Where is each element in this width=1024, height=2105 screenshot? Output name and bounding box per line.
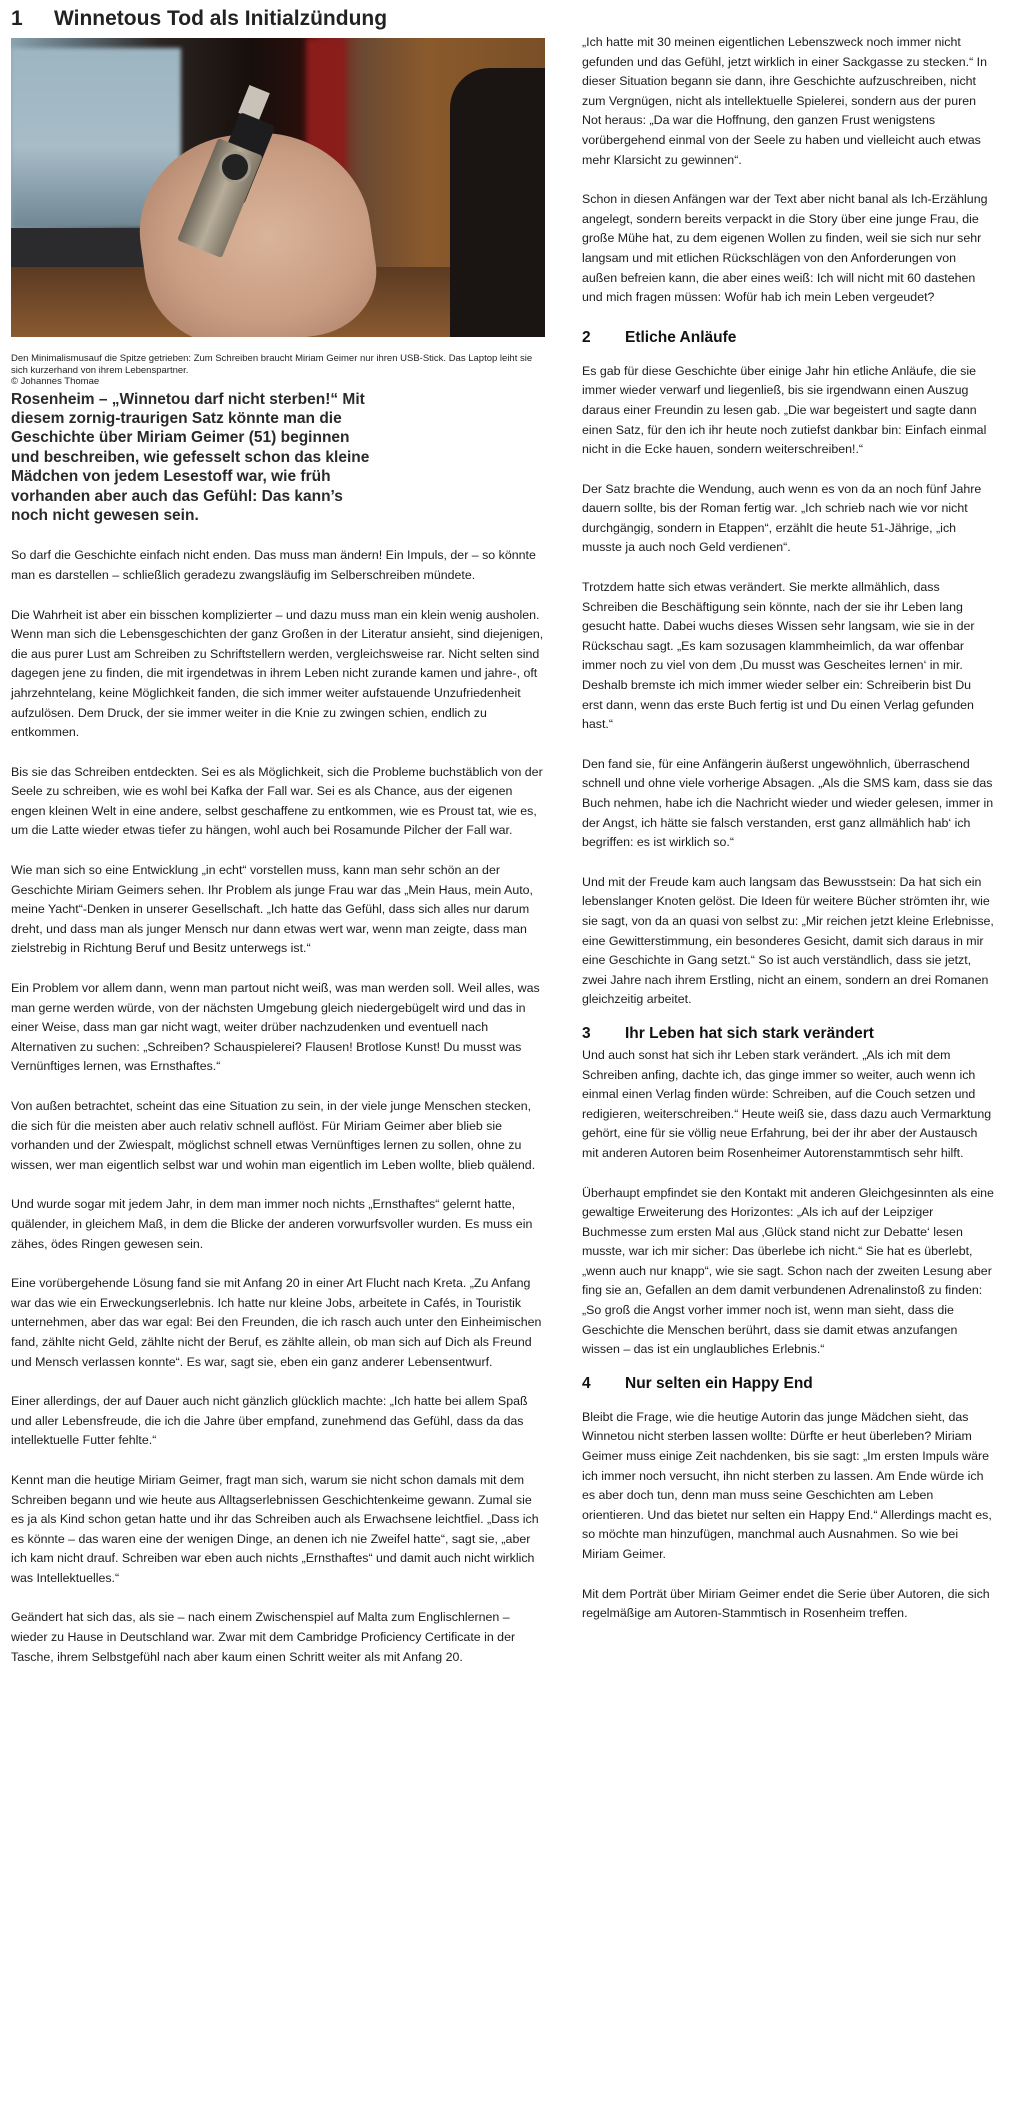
section-2-heading [582,328,994,348]
paragraph: Schon in diesen Anfängen war der Text aber nicht banal als Ich-Erzählung angelegt, sondern bereits verpackt in die Story über eine junge Frau, die große Mühe hat, zu dem eigenen Wollen zu finden, weil sie sich nur sehr langsam und mit etlichen Rückschlägen von den Anforderungen von außen befreien kann, die aber eines weiß: Ich will nicht mit 60 dastehen und mich fragen müssen: Wofür hab ich mein Leben vergeudet? [582,192,988,305]
paragraph: Den fand sie, für eine Anfängerin äußerst ungewöhnlich, überraschend schnell und ohne viele vorherige Absagen. „Als die SMS kam, dass sie das Buch nehmen, habe ich die Nachricht wieder und wieder gelesen, immer in der Angst, ich hätte sie falsch verstanden, erst ganz allmählich hab‘ ich begriffen: es ist wirklich so.“ [582,756,994,850]
paragraph: Eine vorübergehende Lösung fand sie mit Anfang 20 in einer Art Flucht nach Kreta. „Zu Anfang war das wie ein Erweckungserlebnis. Ich hatte nur kleine Jobs, arbeitete in Cafés, in Touristik unternehmen, aber das war egal: Bei den Freunden, die ich rasch auch unter den Einheimischen fand, zählte nicht Geld, zählte nicht der Beruf, es zählte allein, ob man sich auf Dich als Freund und Mensch verlassen konnte“. Es war, sagt sie, eben ein ganz anderer Lebensentwurf. [11,1276,542,1369]
section-3-number: 3 [582,1024,591,1042]
paragraph: Geändert hat sich das, als sie – nach einem Zwischenspiel auf Malta zum Englischlernen – wieder zu Hause in Deutschland war. Zwar mit dem Cambridge Proficiency Certificate in der Tasche, ihrem Selbstgefühl nach aber kaum einen Schritt weiter als mit Anfang 20. [11,1610,516,1664]
section-1-title: Winnetous Tod als Initialzündung [54,7,388,30]
paragraph: Bis sie das Schreiben entdeckten. Sei es als Möglichkeit, sich die Probleme buchstäblich von der Seele zu schreiben, wie es wohl bei Kafka der Fall war. Sei es als Chance, aus der eigenen engen kleinen Welt in eine andere, selbst geschaffene zu entkommen, wie es Proust tat, wie es, um die Latte wieder etwas tiefer zu hängen, wohl auch bei Rosamunde Pilcher der Fall war. [11,764,543,838]
photo-credit: © Johannes Thomae [11,376,100,387]
paragraph: Der Satz brachte die Wendung, auch wenn es von da an noch fünf Jahre dauern sollte, bis der Roman fertig war. „Ich schrieb nach wie vor nicht durchgängig, sondern in Etappen“, erzählt die heute 51-Jährige, „ich musste ja auch noch Geld verdienen“. [582,481,982,555]
paragraph: „Ich hatte mit 30 meinen eigentlichen Lebenszweck noch immer nicht gefunden und das Gefühl, jetzt wirklich in einer Sackgasse zu stecken.“ In dieser Situation begann sie dann, ihre Geschichte aufzuschreiben, nicht zum Vergnügen, nicht als intellektuelle Spielerei, sondern aus der puren Not heraus: „Da war die Hoffnung, den ganzen Frust wenigstens vorübergehend einmal von der Seele zu haben und vielleicht auch etwas mehr Klarsicht zu gewinnen“. [582,35,987,167]
paragraph: Einer allerdings, der auf Dauer auch nicht gänzlich glücklich machte: „Ich hatte bei allem Spaß und aller Lebensfreude, die ich die Jahre über empfand, zunehmend das Gefühl, dass da das intellektuelle Futter fehlte.“ [11,1394,528,1448]
paragraph: Und wurde sogar mit jedem Jahr, in dem man immer noch nichts „Ernsthaftes“ gelernt hatte, quälender, in gleichem Maß, in dem die Blicke der anderen vorwurfsvoller wurden. Es muss ein zähes, ödes Ringen gewesen sein. [11,1197,533,1251]
section-4-heading [582,1374,994,1394]
section-4-number: 4 [582,1374,591,1392]
paragraph: Kennt man die heutige Miriam Geimer, fragt man sich, warum sie nicht schon damals mit dem Schreiben begann und wie heute aus Alltagserlebnissen Geschichtenkeime gewann. Zumal sie es ja als Kind schon getan hatte und ihr das Schreiben auch als Erwachsene leichtfiel. „Dass ich es könnte – das waren eine der wenigen Dinge, an denen ich nie Zweifel hatte“, sagt sie, „aber ich kam nicht drauf. Schreiben war eben auch nichts „Ernsthaftes“ und damit auch nicht wirklich was Intellektuelles.“ [11,1472,539,1585]
paragraph: Wie man sich so eine Entwicklung „in echt“ vorstellen muss, kann man sehr schön an der Geschichte Miriam Geimers sehen. Ihr Problem als junge Frau war das „Mein Haus, mein Auto, meine Yacht“-Denken in unserer Gesellschaft. „Ich hatte das Gefühl, dass sich alles nur darum dreht, und dass man als junger Mensch nur dann etwas wert war, wenn man zeigte, dass man zielstrebig in Richtung Beruf und Besitz unterwegs ist.“ [11,863,533,956]
paragraph: Ein Problem vor allem dann, wenn man partout nicht weiß, was man werden soll. Weil alles, was man gerne werden würde, von der nächsten Umgebung gleich niedergebügelt wird und das in einer Weise, dass man gar nicht wagt, weiter drüber nachzudenken und eventuell nach Alternativen zu suchen: „Schreiben? Schauspielerei? Flausen! Brotlose Kunst! Du musst was Vernünftiges lernen, was Ernsthaftes.“ [11,981,540,1074]
photo-caption-text: Den Minimalismusauf die Spitze getrieben: Zum Schreiben braucht Miriam Geimer nur ihren USB-Stick. Das Laptop leiht sie sich kurzerhand von ihrem Lebenspartner. [11,353,533,376]
section-2-number: 2 [582,328,591,346]
section-1-number: 1 [11,7,23,30]
paragraph: Es gab für diese Geschichte über einige Jahr hin etliche Anläufe, die sie immer wieder verwarf und liegenließ, bis sie irgendwann einen Auszug daraus einer Freundin zu lesen gab. „Die war begeistert und sagte dann einen Satz, für den ich ihr heute noch zutiefst dankbar bin: Einfach einmal nicht in die Ecke hauen, sondern weiterschreiben!.“ [582,363,987,457]
section-3-title: Ihr Leben hat sich stark verändert [625,1024,874,1042]
section-1-heading [11,6,546,32]
section-3-heading [582,1024,994,1044]
article-lead: Rosenheim – „Winnetou darf nicht sterben!“ Mit diesem zornig-traurigen Satz könnte man die Geschichte über Miriam Geimer (51) beginnen und beschreiben, wie gefesselt schon das kleine Mädchen von jedem Lesestoff war, wie früh vorhanden aber auch das Gefühl: Das kann’s noch nicht gewesen sein. [11,390,370,524]
left-column [11,0,546,1687]
paragraph: Die Wahrheit ist aber ein bisschen komplizierter – und dazu muss man ein klein wenig ausholen. Wenn man sich die Lebensgeschichten der ganz Großen in der Literatur ansieht, sind diejenigen, die aus purer Lust am Schreiben zu Schriftstellern werden, vergleichsweise rar. Nicht selten sind dagegen jene zu finden, die mit irgendetwas in ihrem Leben nicht zurande kamen und jahre-, oft jahrzehntelang, keine Möglichkeit fanden, die sich immer weiter aufstauende Unzufriedenheit aufzulösen. Dem Druck, der sie immer weiter in die Knie zu zwingen schien, endlich zu entkommen. [11,607,544,740]
left-body [11,546,546,1667]
paragraph: Trotzdem hatte sich etwas verändert. Sie merkte allmählich, dass Schreiben die Beschäftigung sein könnte, nach der sie ihr Leben lang gesucht hatte. Dabei wuchs dieses Wissen sehr langsam, wie sie in der Rückschau sagt. „Es kam sozusagen klammheimlich, da war offenbar immer noch zu viel von dem ‚Du musst was Gescheites lernen‘ in mir. Deshalb bremste ich mich immer wieder selber ein: Schreiberin bist Du erst dann, wenn das erste Buch fertig ist und Du einen Verlag gefunden hast.“ [582,580,975,732]
section-4-title: Nur selten ein Happy End [625,1374,813,1392]
paragraph: Bleibt die Frage, wie die heutige Autorin das junge Mädchen sieht, das Winnetou nicht sterben lassen wollte: Dürfte er heut überleben? Miriam Geimer muss einige Zeit nachdenken, bis sie sagt: „Im ersten Impuls wäre ich immer noch versucht, ihn nicht sterben zu lassen. Am Ende würde ich es aber doch tun, denn man muss seine Geschichten am Leben orientieren. Und das bietet nur selten ein Happy End.“ Allerdings macht es, so möchte man hinzufügen, manchmal auch Ausnahmen. So wie bei Miriam Geimer. [582,1409,992,1561]
paragraph: Mit dem Porträt über Miriam Geimer endet die Serie über Autoren, die sich regelmäßige am Autoren-Stammtisch in Rosenheim treffen. [582,1586,990,1621]
article-photo [11,38,545,337]
usb-knob-shape [219,151,251,183]
sleeve-shape [450,68,545,337]
paragraph: So darf die Geschichte einfach nicht enden. Das muss man ändern! Ein Impuls, der – so könnte man es darstellen – schließlich geradezu zwangsläufig im Selberschreiben mündete. [11,548,536,582]
paragraph: Und mit der Freude kam auch langsam das Bewusstsein: Da hat sich ein lebenslanger Knoten gelöst. Die Ideen für weitere Bücher strömten ihr, wie sie sagt, von da an quasi von selbst zu: „Mir reichen jetzt kleine Erlebnisse, eine Gewitterstimmung, ein besonderes Gesicht, damit sich daraus in mir eine Geschichte in Gang setzt.“ So ist auch verständlich, dass sie jetzt, zwei Jahre nach ihrem Erstling, nicht an einem, sondern an drei Romanen gleichzeitig arbeitet. [582,874,994,1007]
paragraph: Überhaupt empfindet sie den Kontakt mit anderen Gleichgesinnten als eine gewaltige Erweiterung des Horizontes: „Als ich auf der Leipziger Buchmesse zum ersten Mal aus ‚Glück stand nicht zur Debatte‘ lesen musste, war ich mir sicher: Das überlebe ich nicht.“ Sie hat es überlebt, „wenn auch nur knapp“, wie sie sagt. Schon nach der zweiten Lesung aber fing sie an, Gefallen an dem damit verbundenen Adrenalinstoß zu finden: „So groß die Angst vorher immer noch ist, wenn man sieht, dass die Geschichte die Menschen berührt, dass sie damit etwas anzufangen wissen – das ist ein unglaubliches Erlebnis.“ [582,1185,994,1357]
paragraph: Und auch sonst hat sich ihr Leben stark verändert. „Als ich mit dem Schreiben anfing, dachte ich, das ginge immer so weiter, auch wenn ich einmal einen Verlag finden würde: Schreiben, auf die Couch setzen und redigieren, weiterschreiben.“ Heute weiß sie, dass dazu auch Vermarktung gehört, eine für sie völlig neue Erfahrung, bei der ihr aber der Austausch mit anderen Autoren beim Rosenheimer Autorenstammtisch sehr hilft. [582,1047,992,1160]
photo-caption [11,353,546,388]
paragraph: Von außen betrachtet, scheint das eine Situation zu sein, in der viele junge Menschen stecken, die sich für die meisten aber auch relativ schnell auflöst. Für Miriam Geimer aber blieb sie vorhanden und der Zwiespalt, möglichst schnell etwas Vernünftiges lernen zu sollen, ohne zu wissen, wer man eigentlich selbst war und wohin man eigentlich im Leben wollte, blieb quälend. [11,1099,536,1172]
right-column [582,0,994,1644]
section-2-title: Etliche Anläufe [625,328,737,346]
right-intro [582,33,994,308]
